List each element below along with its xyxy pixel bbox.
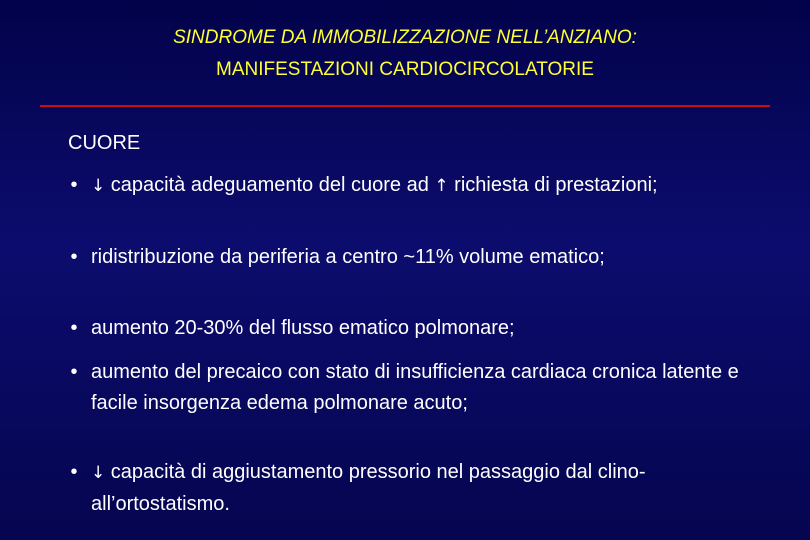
bullet-item-3: [62, 313, 762, 344]
bullet-text-main: capacità di aggiustamento pressorio nel passaggio dal clino- all’ortostatismo.: [91, 461, 646, 515]
title-line-2: MANIFESTAZIONI CARDIOCIRCOLATORIE: [216, 59, 594, 80]
bullet-dot: •: [70, 461, 78, 483]
bullet-dot: •: [70, 361, 78, 383]
bullet-text: aumento del precaico con stato di insufficienza cardiaca cronica latente e facile insorgenza edema polmonare acuto;: [91, 361, 739, 414]
bullet-text: aumento 20-30% del flusso ematico polmonare;: [91, 317, 515, 339]
bullet-item-5: [62, 457, 762, 520]
title-line-1: SINDROME DA IMMOBILIZZAZIONE NELL’ANZIANO:: [173, 27, 637, 48]
bullet-text: ridistribuzione da periferia a centro ~11% volume ematico;: [91, 246, 605, 268]
bullet-text: [62, 170, 762, 202]
bullet-item-4: [62, 357, 762, 419]
bullet-dot: •: [70, 246, 78, 268]
arrow-down-icon: ↓: [91, 463, 106, 483]
bullet-dot: •: [70, 317, 78, 339]
bullet-text-part-b: richiesta di prestazioni;: [448, 174, 658, 196]
title-divider: [40, 105, 770, 107]
bullet-text: [62, 457, 762, 520]
section-heading: CUORE: [68, 132, 141, 154]
bullet-text-part-a: capacità adeguamento del cuore ad: [105, 174, 435, 196]
bullet-item-1: [62, 170, 762, 202]
slide-title: [0, 22, 810, 86]
arrow-down-icon: ↓: [91, 176, 106, 196]
bullet-dot: •: [70, 174, 78, 196]
bullet-item-2: [62, 242, 762, 273]
arrow-up-icon: ↑: [434, 176, 449, 196]
